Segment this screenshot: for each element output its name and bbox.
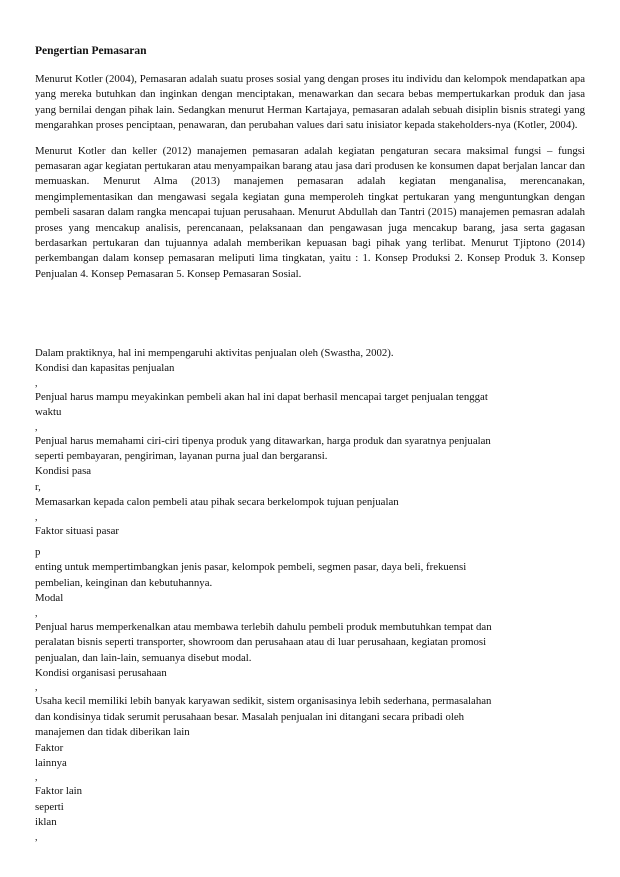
separator-mark: ,	[35, 831, 38, 843]
factor-heading: Faktor situasi pasar	[35, 524, 119, 537]
text-line: enting untuk mempertimbangkan jenis pasar, kelompok pembeli, segmen pasar, daya beli, frekuensi	[35, 561, 467, 574]
factor-heading: Modal	[35, 592, 64, 605]
factor-heading: lainnya	[35, 756, 67, 769]
factor-heading: Kondisi organisasi perusahaan	[35, 666, 167, 679]
separator-mark: ,	[35, 421, 38, 433]
factor-heading: Kondisi pasa	[35, 465, 92, 478]
text-line: Dalam praktiknya, hal ini mempengaruhi aktivitas penjualan oleh (Swastha, 2002).	[35, 347, 394, 359]
text-line: Penjual harus memahami ciri-ciri tipenya produk yang ditawarkan, harga produk dan syaratnya penjualan	[35, 434, 491, 447]
text-line: Memasarkan kepada calon pembeli atau pihak secara berkelompok tujuan penjualan	[35, 496, 399, 509]
text-line: Usaha kecil memiliki lebih banyak karyawan sedikit, sistem organisasinya lebih sederhana, permasalahan	[35, 695, 492, 708]
separator-mark: ,	[35, 511, 38, 523]
text-line: pembelian, keinginan dan kebutuhannya.	[35, 576, 213, 589]
text-line: Penjual harus memperkenalkan atau membawa terlebih dahulu pembeli produk membutuhkan tempat dan	[35, 620, 492, 633]
separator-mark: ,	[35, 772, 38, 784]
text-line: seperti pembayaran, pengiriman, layanan purna jual dan bergaransi.	[35, 450, 328, 463]
intro-section	[35, 44, 585, 292]
text-line: r,	[35, 480, 41, 493]
factors-section	[35, 346, 585, 844]
separator-mark: ,	[35, 682, 38, 694]
separator-mark: ,	[35, 377, 38, 389]
text-line: peralatan bisnis seperti transporter, showroom dan perusahaan atau di luar perusahaan, kegiatan promosi	[35, 636, 487, 649]
text-line: penjualan, dan lain-lain, semuanya disebut modal.	[35, 651, 252, 664]
text-line: iklan	[35, 816, 57, 829]
text-line: Penjual harus mampu meyakinkan pembeli akan hal ini dapat berhasil mencapai target penjualan tenggat	[35, 390, 488, 403]
paragraph-manajemen-pemasaran: Menurut Kotler dan keller (2012) manajemen pemasaran adalah kegiatan pengaturan secara maksimal fungsi – fungsi pemasaran agar kegiatan pertukaran atau menyampaikan barang atau jasa dari produsen ke konsumen dapat berjalan lancar dan memuaskan. Menurut Alma (2013) manajemen pemasaran adalah kegiatan menganalisa, merencanakan, mengimplementasikan dan mengawasi segala kegiatan guna memperoleh tingkat pertukaran yang menguntungkan dengan pembeli sasaran dalam rangka mencapai tujuan perusahaan. Menurut Abdullah dan Tantri (2015) manajemen pemasran adalah proses yang mencakup analisis, perencanaan, pelaksanaan dan pengawasan juga mencakup barang, jasa serta gagasan berdasarkan pertukaran dan tujuannya adalah memberikan kepuasan bagi pihak yang terlibat. Menurut Tjiptono (2014) perkembangan dalam konsep pemasaran meliputi lima tingkatan, yaitu : 1. Konsep Produksi 2. Konsep Produk 3. Konsep Penjualan 4. Konsep Pemasaran 5. Konsep Pemasaran Sosial.	[35, 144, 585, 280]
text-line: manajemen dan tidak diberikan lain	[35, 726, 190, 739]
factor-heading: Kondisi dan kapasitas penjualan	[35, 362, 175, 375]
paragraph-kotler-2004: Menurut Kotler (2004), Pemasaran adalah suatu proses sosial yang dengan proses itu individu dan kelompok mendapatkan apa yang mereka butuhkan dan inginkan dengan menciptakan, menawarkan dan secara bebas mempertukarkan produk dan jasa yang bernilai dengan pihak lain. Sedangkan menurut Herman Kartajaya, pemasaran adalah sebuah disiplin bisnis strategi yang mengarahkan proses penciptaan, penawaran, dan perubahan values dari satu inisiator kepada stakeholders-nya (Kotler, 2004).	[35, 73, 585, 132]
text-line: p	[35, 546, 41, 559]
text-line: Faktor lain	[35, 785, 83, 798]
text-line: waktu	[35, 406, 62, 419]
section-title: Pengertian Pemasaran	[35, 45, 147, 57]
separator-mark: ,	[35, 607, 38, 619]
factor-heading: Faktor	[35, 741, 64, 754]
text-line: seperti	[35, 800, 64, 813]
text-line: dan kondisinya tidak serumit perusahaan besar. Masalah penjualan ini ditangani secara pribadi oleh	[35, 710, 465, 723]
